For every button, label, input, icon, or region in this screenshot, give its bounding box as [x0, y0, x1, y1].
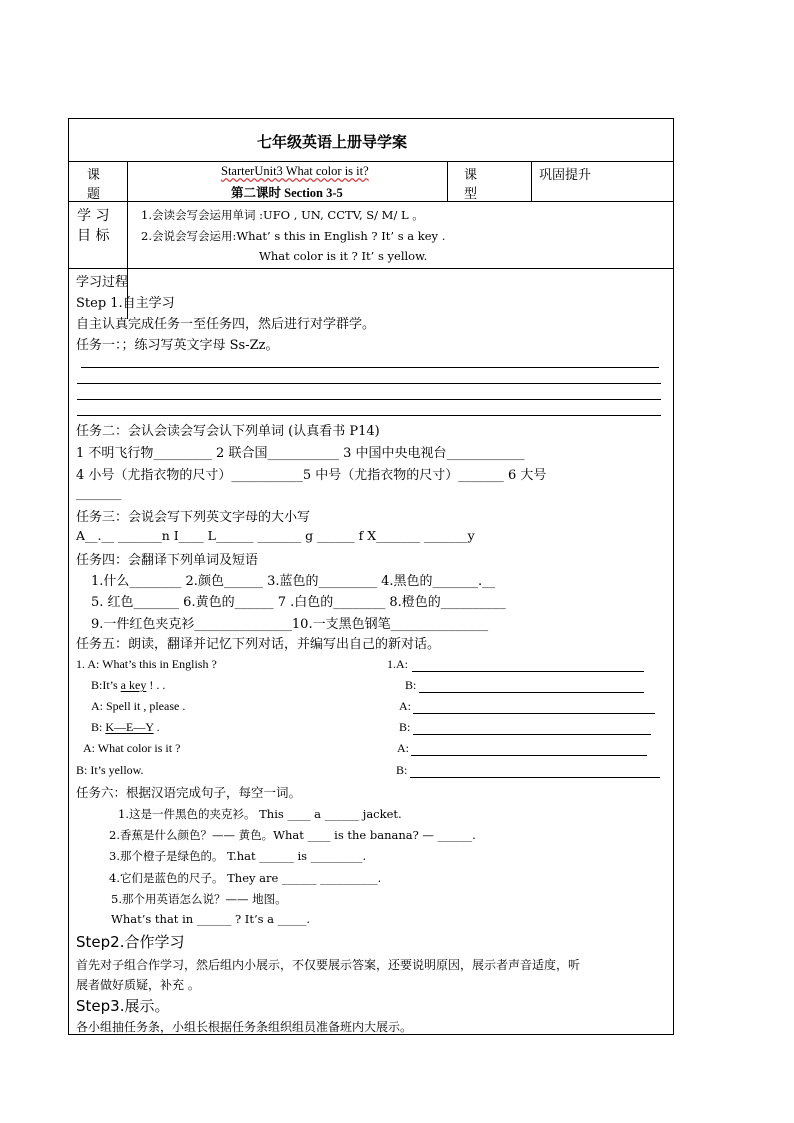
sentence-1: 1.这是一件黑色的夹克衫。 This ____ a ______ jacket. [118, 807, 402, 821]
task2-heading: 任务二：会认会读会写会认下列单词 (认真看书 P14) [76, 424, 380, 439]
divider [447, 161, 448, 201]
type-label-bottom: 型 [464, 187, 478, 202]
answer-blank[interactable] [410, 777, 660, 778]
course-title: StarterUnit3 What color is it? [221, 164, 369, 178]
task5-heading: 任务五：朗读，翻译并记忆下列对话，并编写出自己的新对话。 [76, 637, 441, 652]
task4-line-2: 5. 红色_______ 6.黄色的______ 7 .白色的________ 8.橙色的__________ [91, 595, 506, 610]
answer-blank[interactable] [413, 713, 655, 714]
task4-line-3: 9.一件红色夹克衫_______________10.一支黑色钢笔_______________ [91, 617, 489, 632]
process-heading: 学习过程 [76, 275, 129, 290]
divider [531, 161, 532, 201]
goals-label-top: 学 习 [77, 208, 110, 224]
task2-line-3: _______ [76, 486, 122, 501]
type-label-top: 课 [464, 168, 478, 183]
sentence-5: 5.那个用英语怎么说？—— 地图。 [111, 892, 287, 906]
course-label-top: 课 [87, 168, 101, 183]
step1-intro: 自主认真完成任务一至任务四，然后进行对学群学。 [76, 317, 376, 332]
sentence-6: What’s that in ______ ? It’s a _____. [111, 912, 311, 926]
divider [69, 161, 673, 162]
lesson-label: 第二课时 Section 3-5 [231, 186, 343, 200]
sentence-2: 2.香蕉是什么颜色？—— 黄色。What ____ is the banana? — ______. [109, 828, 476, 842]
writing-line [77, 399, 661, 400]
goal-line-2: 2.会说会写会运用:What’ s this in English ? It’ s a key . [141, 229, 446, 243]
task6-heading: 任务六：根据汉语完成句子，每空一词。 [76, 785, 302, 800]
page-title: 七年级英语上册导学案 [257, 133, 408, 151]
goals-label-bottom: 目 标 [77, 228, 110, 244]
dialogue-answer-label: A: [399, 699, 411, 713]
writing-line [77, 415, 661, 416]
dialogue-answer-label: B: [399, 720, 411, 734]
dialogue-line: A: What color is it ? [83, 741, 181, 755]
task3-heading: 任务三：会说会写下列英文字母的大小写 [76, 510, 311, 525]
dialogue-line: B:It’s a key ! . . [91, 678, 166, 692]
step3-heading: Step3.展示。 [76, 997, 170, 1015]
task1-heading: 任务一：；练习写英文字母 Ss-Zz。 [76, 338, 279, 353]
answer-blank[interactable] [411, 755, 647, 756]
divider [69, 201, 673, 202]
step2-text-2: 展者做好质疑，补充 。 [76, 978, 200, 992]
worksheet-table [68, 118, 674, 1035]
step2-heading: Step2.合作学习 [76, 933, 185, 951]
divider [69, 268, 673, 269]
task2-line-1: 1 不明飞行物_________ 2 联合国___________ 3 中国中央电视台____________ [76, 446, 525, 461]
dialogue-answer-label: B: [396, 763, 408, 777]
answer-blank[interactable] [412, 671, 644, 672]
answer-blank[interactable] [413, 734, 651, 735]
dialogue-line: B: It’s yellow. [76, 763, 144, 777]
task4-line-1: 1.什么________ 2.颜色______ 3.蓝色的_________ 4.黑色的_______.__ [91, 574, 496, 589]
goal-line-3: What color is it ? It’ s yellow. [259, 249, 428, 263]
sentence-4: 4.它们是蓝色的尺子。 They are ______ __________. [109, 871, 382, 885]
writing-line [81, 367, 659, 368]
step3-text: 各小组抽任务条，小组长根据任务条组织组员准备班内大展示。 [76, 1020, 413, 1034]
dialogue-answer-label: A: [397, 741, 409, 755]
task4-heading: 任务四：会翻译下列单词及短语 [76, 553, 259, 568]
sentence-3: 3.那个橙子是绿色的。 T.hat ______ is _________. [109, 849, 367, 863]
dialogue-line: B: K—E—Y . [91, 720, 160, 734]
step2-text-1: 首先对子组合作学习，然后组内小展示，不仅要展示答案，还要说明原因，展示者声音适度，听 [76, 958, 581, 972]
type-value: 巩固提升 [539, 168, 592, 183]
task2-line-2: 4 小号（尤指衣物的尺寸）___________5 中号（尤指衣物的尺寸）_______ 6 大号 [76, 468, 547, 483]
goal-line-1: 1.会读会写会运用单词 :UFO , UN, CCTV, S/ M/ L 。 [141, 208, 424, 222]
step1-heading: Step 1.自主学习 [76, 296, 175, 311]
writing-line [77, 383, 661, 384]
course-label-bottom: 题 [87, 187, 101, 202]
dialogue-answer-label: 1.A: [387, 657, 408, 671]
dialogue-answer-label: B: [405, 678, 417, 692]
task3-line: A__.__ _______n I____ L______ _______ g ______ f X_______ _______y [76, 528, 475, 543]
dialogue-line: 1. A: What’s this in English ? [76, 657, 217, 671]
answer-blank[interactable] [419, 692, 644, 693]
dialogue-line: A: Spell it , please . [91, 699, 186, 713]
